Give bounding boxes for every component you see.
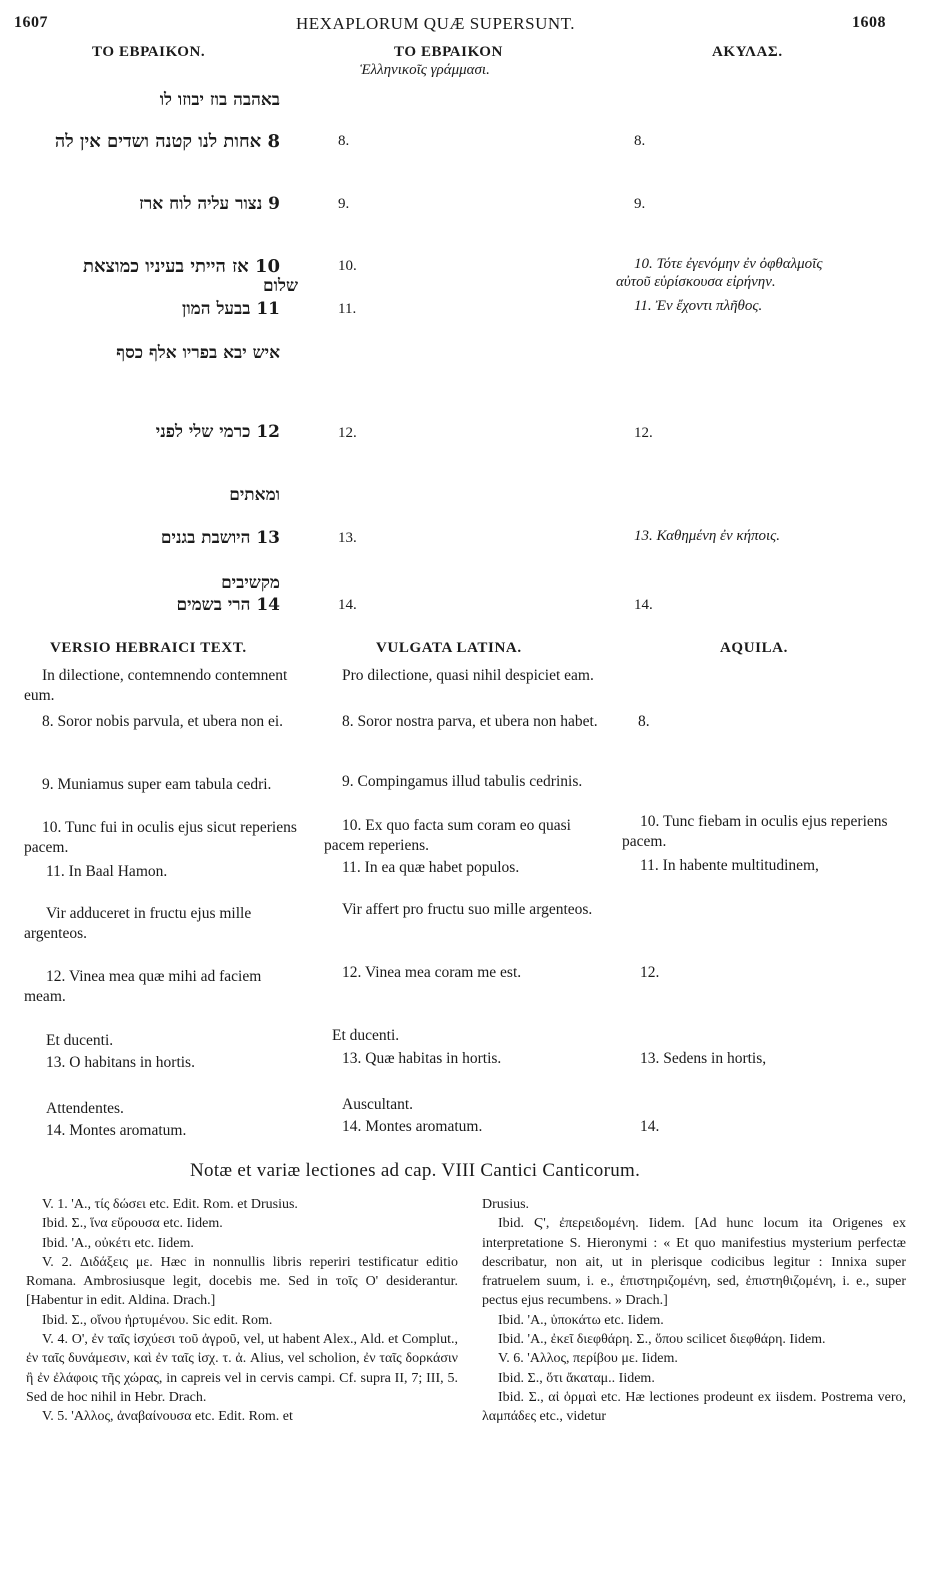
note-left-5: Ibid. Σ., οἴνου ἠρτυμένου. Sic edit. Rom. bbox=[42, 1312, 273, 1328]
hebrew-verse-9: 9 נצור עליה לוח ארז bbox=[139, 194, 280, 214]
vulgata-verse-14a: Auscultant. bbox=[342, 1096, 414, 1113]
notes-left-column bbox=[26, 1195, 458, 1427]
translit-num-9: 9. bbox=[338, 196, 350, 212]
aquila-latin-verse-10: 10. Tunc fiebam in oculis ejus reperiens pacem. bbox=[622, 813, 888, 850]
note-left-1: V. 1. 'Α., τίς δώσει etc. Edit. Rom. et Drusius. bbox=[42, 1197, 298, 1212]
hebrew-verse-14a: מקשיבים bbox=[221, 573, 280, 593]
aquila-latin-num-14: 14. bbox=[640, 1118, 660, 1135]
hebrew-verse-10b: שלום bbox=[263, 276, 298, 296]
aquila-greek-verse-13: 13. Καθημένη ἐν κήποις. bbox=[634, 528, 781, 544]
note-left-2: Ibid. Σ., ἵνα εὕρουσα etc. Iidem. bbox=[42, 1216, 223, 1232]
vulgata-verse-8: 8. Soror nostra parva, et ubera non habet. bbox=[342, 713, 598, 730]
hebrew-verse-14b: 14 הרי בשמים bbox=[176, 595, 280, 615]
col-hebrew-heading: ΤΟ ΕΒΡΑΙΚΟΝ. bbox=[92, 44, 206, 60]
col-versio-heading: VERSIO HEBRAICI TEXT. bbox=[50, 640, 247, 656]
note-right-2: Ibid. Ϛ', ἐπερειδομένη. Iidem. [Ad hunc locum ita Origenes ex interpretatione S. Hieronymi : « Et quo manifestius mysterium perfectæ describatur, non ait, ut in plerisque codicibus legitur : Innixa super fratruelem suum, i. e., ἐπιστηριζομένη, sed, ἐπιστηθιζομένη, i. e., super pectus ejus recumbens. » Drach.] bbox=[482, 1216, 906, 1309]
col-aquila-latin-heading: AQUILA. bbox=[720, 640, 788, 656]
vulgata-verse-11a: 11. In ea quæ habet populos. bbox=[342, 859, 520, 876]
hebrew-verse-7-end: באהבה בוז יבוזו לו bbox=[159, 90, 280, 110]
translit-num-12: 12. bbox=[338, 425, 357, 441]
note-left-7: V. 5. 'Αλλος, ἀναβαίνουσα etc. Edit. Rom. et bbox=[42, 1409, 293, 1425]
translit-num-14: 14. bbox=[338, 597, 357, 613]
vulgata-verse-13: 13. Quæ habitas in hortis. bbox=[342, 1050, 502, 1067]
versio-verse-14a: Attendentes. bbox=[46, 1100, 124, 1117]
note-right-4: Ibid. 'Α., ἐκεῖ διεφθάρη. Σ., ὅπου scilicet διεφθάρη. Iidem. bbox=[498, 1332, 826, 1348]
aquila-greek-num-14: 14. bbox=[634, 597, 653, 613]
aquila-latin-num-8: 8. bbox=[638, 713, 650, 730]
hebrew-verse-10a: 10 אז הייתי בעיניו כמוצאת bbox=[83, 256, 280, 277]
versio-verse-8: 8. Soror nobis parvula, et ubera non ei. bbox=[42, 713, 284, 730]
running-title: HEXAPLORUM QUÆ SUPERSUNT. bbox=[296, 14, 576, 33]
col-translit-subheading: Ἑλληνικοῖς γράμμασι. bbox=[360, 62, 490, 78]
aquila-latin-verse-13: 13. Sedens in hortis, bbox=[640, 1050, 767, 1067]
versio-verse-11b: Vir adduceret in fructu ejus mille argenteos. bbox=[24, 905, 252, 942]
aquila-greek-verse-10a: 10. Τότε ἐγενόμην ἐν ὀφθαλμοῖς bbox=[634, 256, 823, 272]
note-right-5: V. 6. 'Αλλος, περίβου με. Iidem. bbox=[498, 1351, 678, 1367]
versio-verse-12a: 12. Vinea mea quæ mihi ad faciem meam. bbox=[24, 968, 262, 1005]
versio-verse-10: 10. Tunc fui in oculis ejus sicut reperiens pacem. bbox=[24, 819, 297, 856]
vulgata-verse-12b: Et ducenti. bbox=[332, 1027, 400, 1044]
aquila-greek-num-9: 9. bbox=[634, 196, 646, 212]
versio-verse-12b: Et ducenti. bbox=[46, 1032, 114, 1049]
notes-title: Notæ et variæ lectiones ad cap. VIII Cantici Canticorum. bbox=[190, 1160, 641, 1181]
aquila-latin-verse-11: 11. In habente multitudinem, bbox=[640, 857, 819, 874]
col-aquila-heading: ΑΚΥΛΑΣ. bbox=[712, 44, 783, 60]
vulgata-verse-11b: Vir affert pro fructu suo mille argenteos. bbox=[342, 901, 593, 918]
vulgata-verse-9: 9. Compingamus illud tabulis cedrinis. bbox=[342, 773, 583, 790]
vulgata-verse-12a: 12. Vinea mea coram me est. bbox=[342, 964, 522, 981]
note-left-6: V. 4. Ο', ἐν ταῖς ἰσχύεσι τοῦ ἀγροῦ, vel, ut habent Alex., Ald. et Complut., ἐν ταῖς δυνάμεσιν, καὶ ἐν ταῖς ἰσχ. τ. ἀ. Alius, vel scholion, ἐν ταῖς δορκάσιν ἢ ἐν ἐλάφοις τῆς χώρας, in capreis vel in cervis campi. Cf. supra II, 7; III, 5. Sed de hoc nihil in Hebr. Drach. bbox=[26, 1332, 458, 1405]
hebrew-verse-13: 13 היושבת בגנים bbox=[160, 528, 280, 548]
translit-num-11: 11. bbox=[338, 301, 357, 317]
vulgata-verse-7: Pro dilectione, quasi nihil despiciet eam. bbox=[342, 667, 594, 684]
translit-num-8: 8. bbox=[338, 133, 350, 149]
col-vulgata-heading: VULGATA LATINA. bbox=[376, 640, 522, 656]
page-number-left: 1607 bbox=[14, 14, 48, 31]
hebrew-verse-11a: 11 בבעל המון bbox=[181, 299, 280, 319]
versio-verse-14b: 14. Montes aromatum. bbox=[46, 1122, 187, 1139]
note-left-4: V. 2. Διδάξεις με. Hæc in nonnullis libris reperiri testificatur editio Romana. Ambrosiusque legit, docebis me. Sed in τοῖς Ο' desiderantur. [Habentur in edit. Aldina. Drach.] bbox=[26, 1254, 458, 1309]
vulgata-verse-10: 10. Ex quo facta sum coram eo quasi pacem reperiens. bbox=[324, 817, 571, 854]
notes-right-column bbox=[482, 1195, 906, 1427]
aquila-greek-verse-11: 11. Ἐν ἔχοντι πλῆθος. bbox=[634, 298, 763, 314]
aquila-greek-num-8: 8. bbox=[634, 133, 646, 149]
hebrew-verse-12b: ומאתים bbox=[229, 485, 280, 505]
versio-verse-9: 9. Muniamus super eam tabula cedri. bbox=[42, 776, 272, 793]
aquila-latin-num-12: 12. bbox=[640, 964, 660, 981]
note-right-6: Ibid. Σ., ὅτι ἄκαταμ.. Iidem. bbox=[498, 1370, 655, 1386]
hebrew-verse-12: 12 כרמי שלי לפני bbox=[155, 422, 280, 442]
versio-verse-11a: 11. In Baal Hamon. bbox=[46, 863, 168, 880]
aquila-greek-verse-10b: αὐτοῦ εὑρίσκουσα εἰρήνην. bbox=[616, 274, 776, 290]
versio-verse-7: In dilectione, contemnendo contemnent eum. bbox=[24, 667, 288, 704]
note-right-7: Ibid. Σ., αἱ ὁρμαὶ etc. Hæ lectiones prodeunt ex iisdem. Postrema vero, λαμπάδες etc., videtur bbox=[482, 1389, 906, 1425]
col-translit-heading: ΤΟ ΕΒΡΑΙΚΟΝ bbox=[394, 44, 503, 60]
vulgata-verse-14b: 14. Montes aromatum. bbox=[342, 1118, 483, 1135]
aquila-greek-num-12: 12. bbox=[634, 425, 653, 441]
translit-num-10: 10. bbox=[338, 258, 357, 274]
hebrew-verse-8: 8 אחות לנו קטנה ושדים אין לה bbox=[54, 131, 280, 152]
note-left-3: Ibid. 'Α., οὐκέτι etc. Iidem. bbox=[42, 1235, 194, 1251]
page-number-right: 1608 bbox=[852, 14, 886, 31]
translit-num-13: 13. bbox=[338, 530, 357, 546]
note-right-1: Drusius. bbox=[482, 1197, 530, 1212]
note-right-3: Ibid. 'Α., ὑποκάτω etc. Iidem. bbox=[498, 1312, 664, 1328]
versio-verse-13: 13. O habitans in hortis. bbox=[46, 1054, 195, 1071]
hebrew-verse-11b: איש יבא בפריו אלף כסף bbox=[116, 343, 280, 363]
